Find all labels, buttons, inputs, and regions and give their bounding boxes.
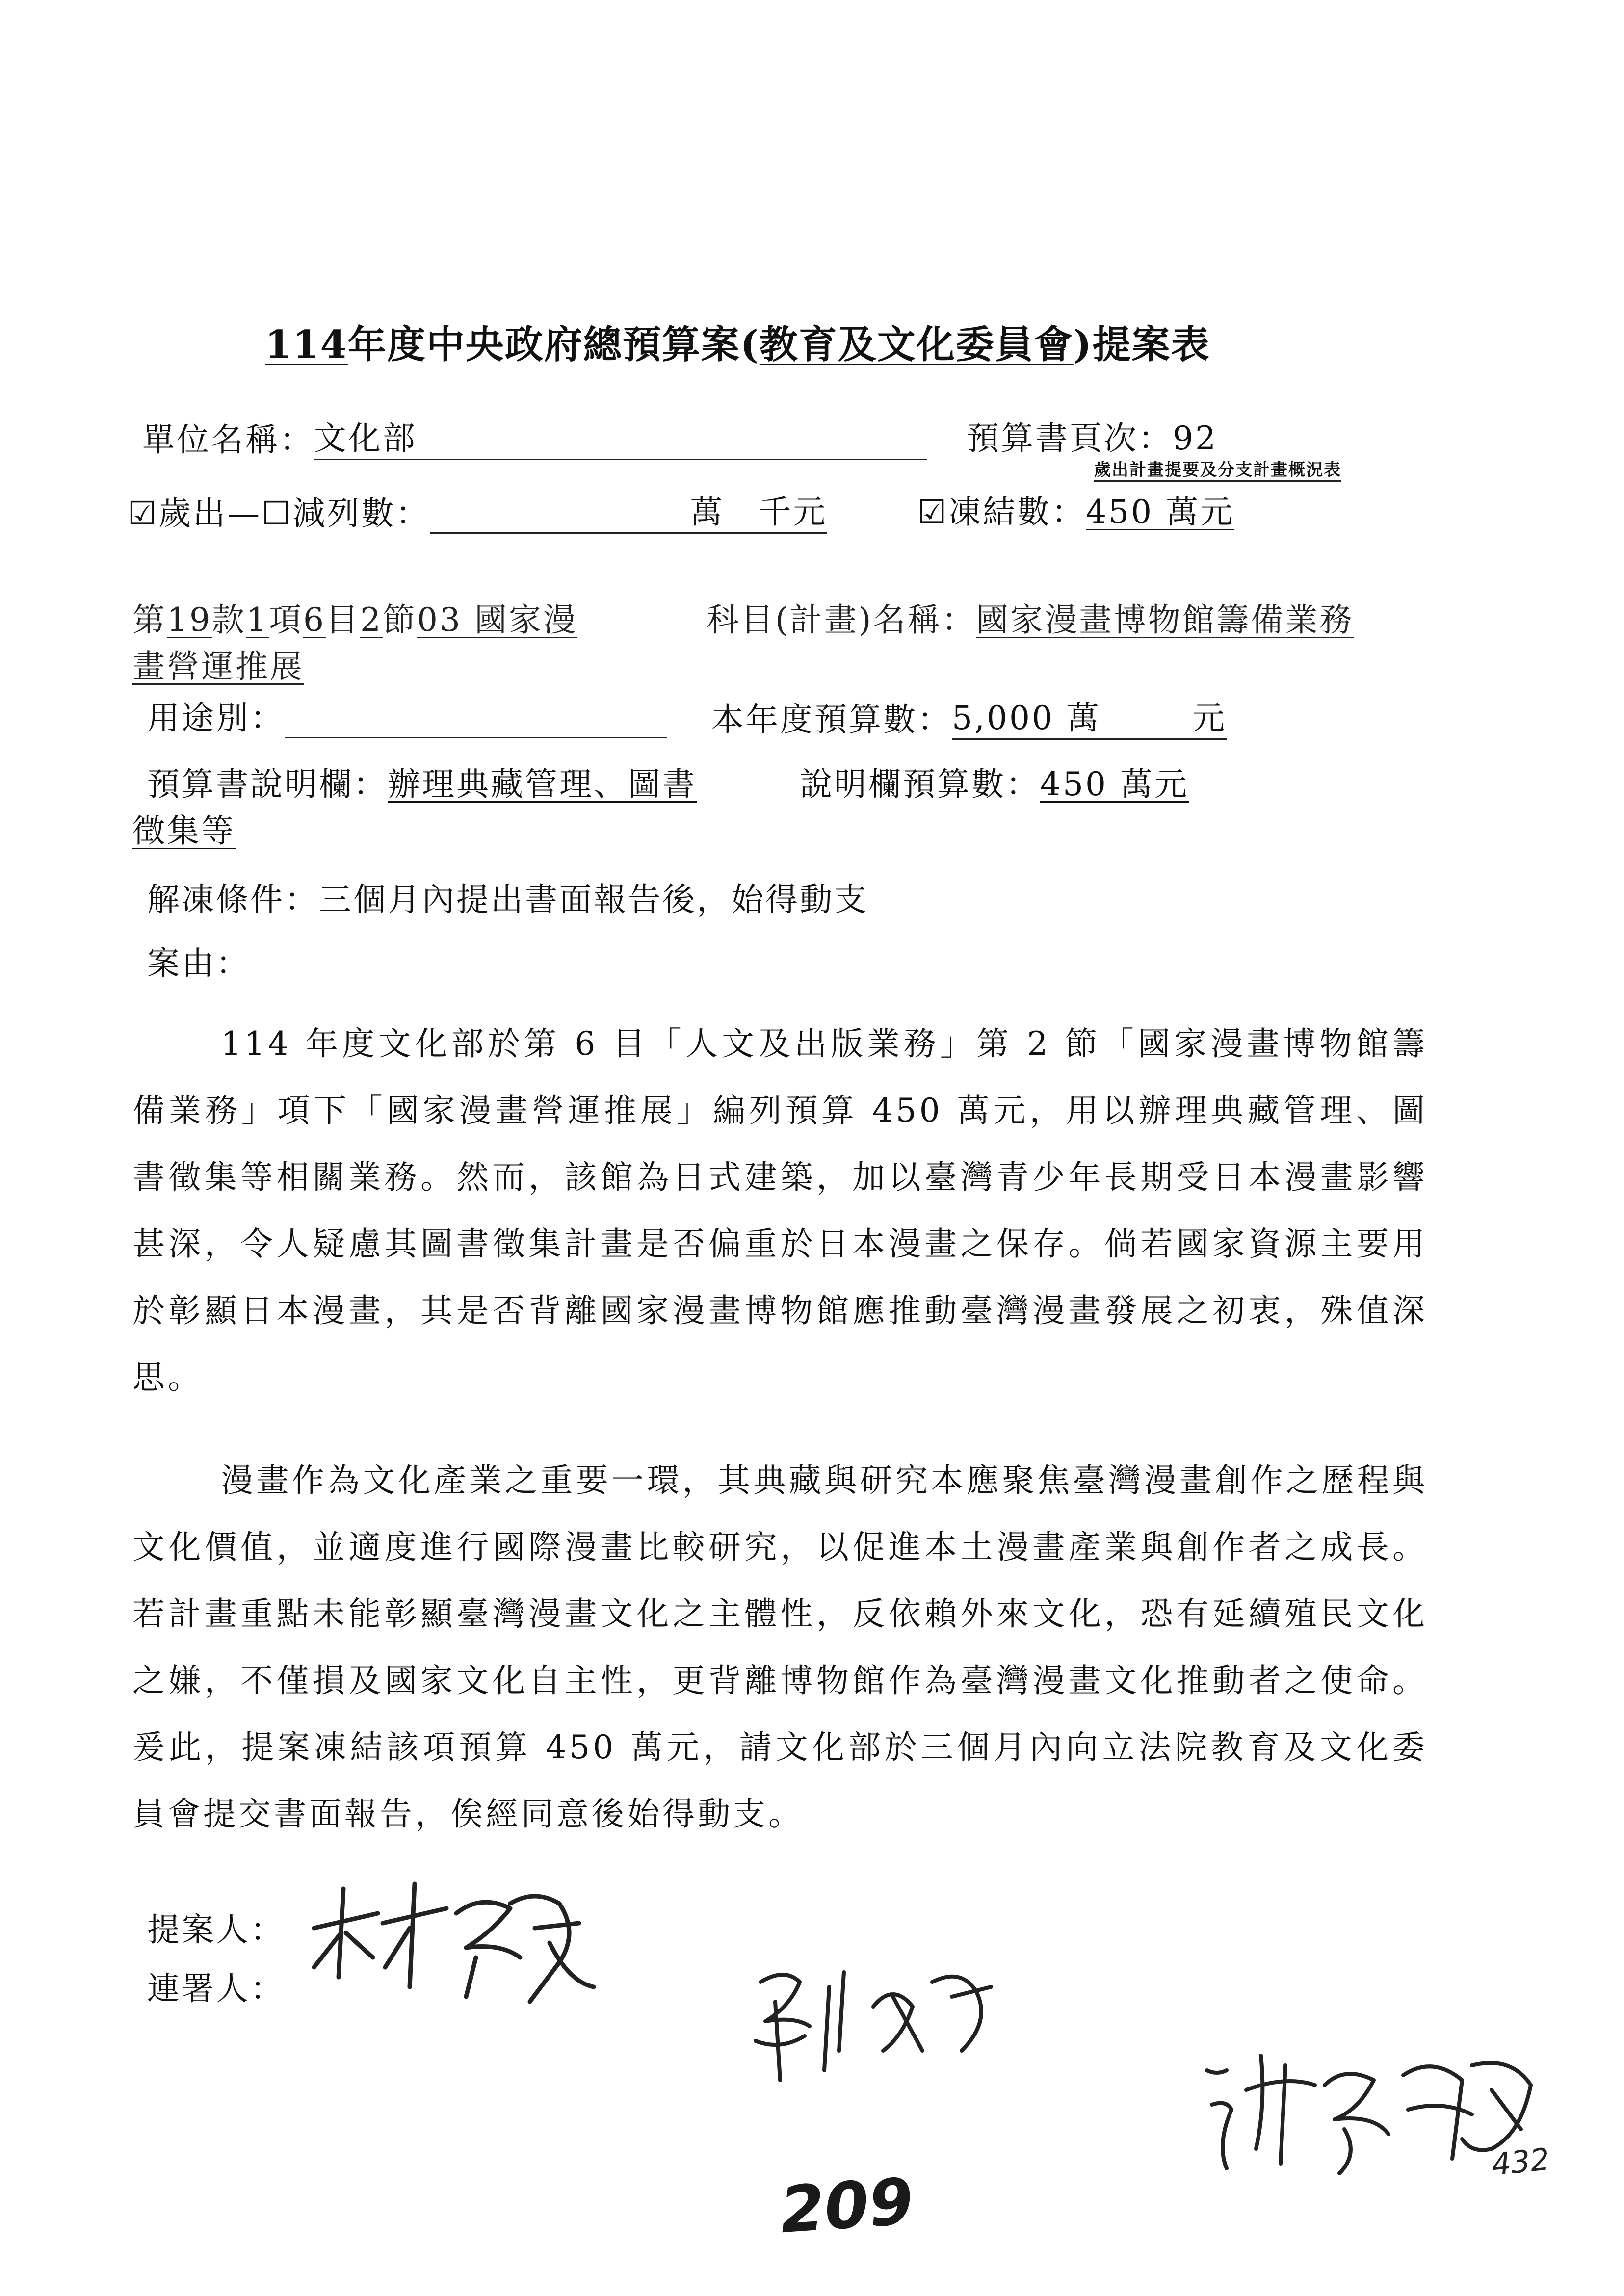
explanation-row <box>147 758 697 805</box>
unfreeze-label: 解凍條件： <box>147 881 319 918</box>
freeze-value: 450 萬元 <box>1086 493 1235 531</box>
cosigner-signature-1 <box>746 1953 1001 2100</box>
unit-value: 文化部 <box>314 419 417 457</box>
expenditure-row <box>128 486 827 534</box>
cosigner-label: 連署人： <box>147 1970 285 2008</box>
explanation-value-1: 辦理典藏管理、圖書 <box>388 765 697 803</box>
explanation-amount-label: 說明欄預算數： <box>800 765 1040 803</box>
explanation-amount-row <box>800 758 1189 805</box>
freeze-row <box>917 486 1234 532</box>
budget-page-row <box>967 412 1218 459</box>
explanation-amount-value: 450 萬元 <box>1040 765 1189 803</box>
title-committee: 教育及文化委員會 <box>759 322 1074 367</box>
explanation-value-2-row <box>132 805 236 851</box>
freeze-checkbox-label: ☑凍結數： <box>917 493 1086 531</box>
title-year: 114 <box>265 322 348 367</box>
subject-xiang-label: 項 <box>268 601 303 639</box>
unit-label: 單位名稱： <box>142 421 314 459</box>
title-mid: 年度中央政府總預算案( <box>347 322 760 367</box>
subject-code-name-2-row <box>132 640 304 687</box>
subject-kuan: 19 <box>167 601 212 639</box>
unit-field <box>314 412 927 460</box>
annual-budget-row <box>711 692 1227 740</box>
explanation-value-2: 徵集等 <box>132 812 236 850</box>
title-end: )提案表 <box>1073 322 1210 367</box>
unfreeze-row <box>147 873 868 920</box>
reason-paragraph-2 <box>132 1447 1428 1848</box>
subject-name-row <box>707 594 1354 640</box>
explanation-label: 預算書說明欄： <box>147 765 388 803</box>
annual-budget-label: 本年度預算數： <box>711 701 952 738</box>
subject-code-name-2: 畫營運推展 <box>132 648 304 685</box>
usage-label: 用途別： <box>147 699 285 737</box>
paragraph-text: 114 年度文化部於第 6 目「人文及出版業務」第 2 節「國家漫畫博物館籌備業務」項下「國家漫畫營運推展」編列預算 450 萬元，用以辦理典藏管理、圖書徵集等相關業務。然而，該館為日式建築，加以臺灣青少年長期受日本漫畫影響甚深，令人疑慮其圖書徵集計畫是否偏重於日本漫畫之保存。倘若國家資源主要用於彰顯日本漫畫，其是否背離國家漫畫博物館應推動臺灣漫畫發展之初衷，殊值深思。 <box>132 1025 1428 1396</box>
budget-page-value: 92 <box>1173 419 1218 457</box>
annual-budget-field <box>952 692 1227 740</box>
subject-name-value: 國家漫畫博物館籌備業務 <box>976 601 1354 639</box>
subject-prefix: 第 <box>132 601 167 639</box>
subject-jie: 2 <box>360 601 383 639</box>
subject-mu-label: 目 <box>325 601 360 639</box>
usage-field <box>285 737 667 738</box>
unit-row <box>142 412 927 460</box>
subject-name-label: 科目(計畫)名稱： <box>707 601 976 639</box>
reduction-units: 萬 千元 <box>690 493 828 531</box>
page-title <box>265 314 1210 369</box>
handwritten-number-2: 432 <box>1490 2141 1551 2183</box>
reason-paragraph-1 <box>132 1011 1428 1411</box>
reason-label: 案由： <box>147 944 250 982</box>
paragraph-text: 漫畫作為文化產業之重要一環，其典藏與研究本應聚焦臺灣漫畫創作之歷程與文化價值，並適度進行國際漫畫比較研究，以促進本土漫畫產業與創作者之成長。若計畫重點未能彰顯臺灣漫畫文化之主體性，反依賴外來文化，恐有延續殖民文化之嫌，不僅損及國家文化自主性，更背離博物館作為臺灣漫畫文化推動者之使命。爰此，提案凍結該項預算 450 萬元，請文化部於三個月內向立法院教育及文化委員會提交書面報告，俟經同意後始得動支。 <box>132 1461 1428 1833</box>
unfreeze-value: 三個月內提出書面報告後，始得動支 <box>319 881 868 918</box>
subject-kuan-label: 款 <box>211 601 246 639</box>
annual-budget-value: 5,000 萬 <box>952 699 1101 737</box>
budget-page-note: 歲出計畫提要及分支計畫概況表 <box>1094 456 1341 482</box>
subject-row <box>132 594 577 640</box>
usage-row <box>147 692 667 738</box>
proposer-label: 提案人： <box>147 1911 285 1949</box>
subject-jie-label: 節 <box>382 601 417 639</box>
subject-xiang: 1 <box>246 601 269 639</box>
subject-code-name-1: 03 國家漫 <box>417 601 577 639</box>
subject-mu: 6 <box>303 601 326 639</box>
proposer-signature <box>304 1874 599 2021</box>
budget-page-label: 預算書頁次： <box>967 419 1173 457</box>
handwritten-number-1: 209 <box>778 2164 916 2248</box>
reduction-checkbox-label: ☑歲出—☐減列數： <box>128 495 430 532</box>
annual-budget-unit: 元 <box>1192 699 1227 737</box>
reduction-field <box>430 486 827 534</box>
